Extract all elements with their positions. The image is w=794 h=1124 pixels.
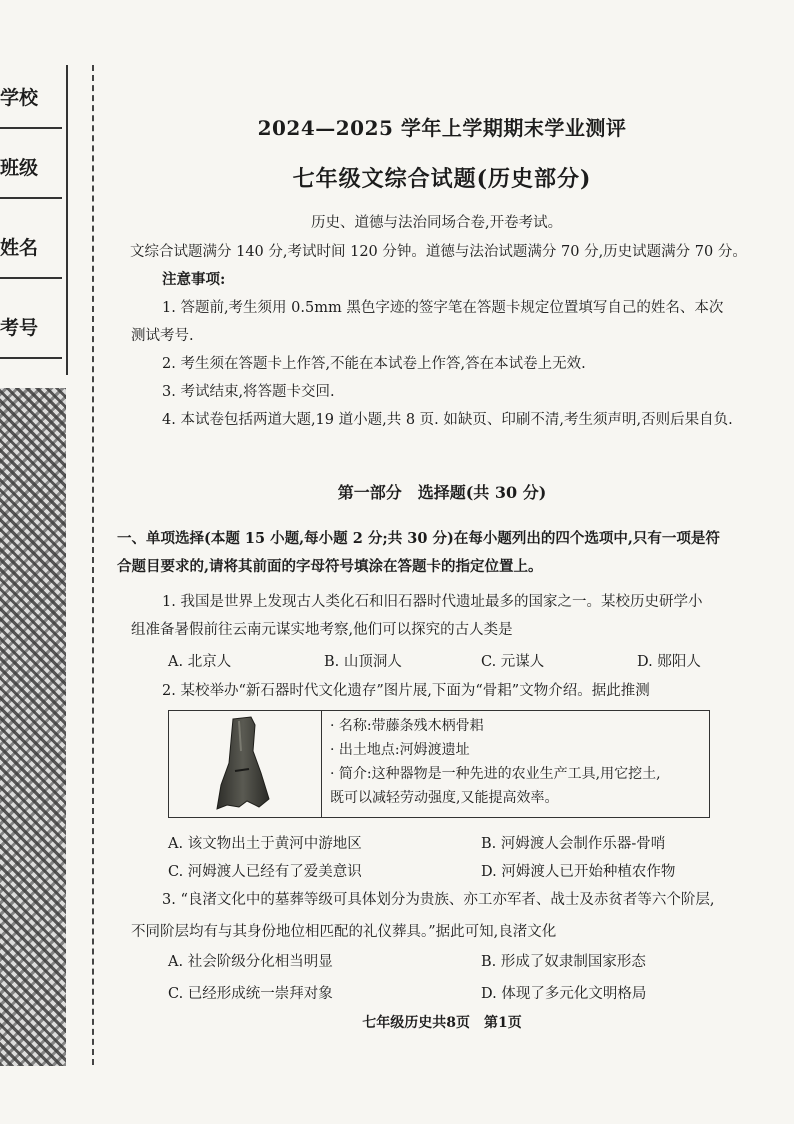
question-1-option-a: A. 北京人 — [168, 654, 232, 670]
question-3-stem: 不同阶层均有与其身份地位相匹配的礼仪葬具。”据此可知,良渚文化 — [131, 924, 557, 940]
question-1-option-d: D. 郧阳人 — [637, 654, 701, 670]
notice-heading: 注意事项: — [162, 271, 226, 288]
question-2-option-b: B. 河姆渡人会制作乐器-骨哨 — [481, 836, 666, 852]
question-1-option-b: B. 山顶洞人 — [324, 654, 402, 670]
exam-title: 2024—2025 学年上学期期末学业测评 — [257, 116, 627, 140]
question-2-option-a: A. 该文物出土于黄河中游地区 — [168, 836, 362, 852]
section-instruction: 合题目要求的,请将其前面的字母符号填涂在答题卡的指定位置上。 — [117, 558, 543, 575]
question-3-option-d: D. 体现了多元化文明格局 — [481, 986, 647, 1002]
class-label: 班级 — [0, 157, 39, 179]
question-2-option-c: C. 河姆渡人已经有了爱美意识 — [168, 864, 362, 880]
name-label: 姓名 — [0, 237, 39, 259]
question-2-option-d: D. 河姆渡人已开始种植农作物 — [481, 864, 676, 880]
artifact-info-table — [168, 710, 710, 818]
section-instruction: 一、单项选择(本题 15 小题,每小题 2 分;共 30 分)在每小题列出的四个选项中,只有一项是符 — [117, 530, 720, 547]
binding-pattern — [0, 388, 66, 1066]
exam-subtitle: 七年级文综合试题(历史部分) — [292, 166, 592, 192]
school-label: 学校 — [0, 87, 39, 109]
notice-item: 测试考号. — [131, 328, 194, 344]
question-3-option-c: C. 已经形成统一崇拜对象 — [168, 986, 333, 1002]
question-3-option-a: A. 社会阶级分化相当明显 — [168, 954, 333, 970]
artifact-site: · 出土地点:河姆渡遗址 — [330, 742, 470, 758]
notice-item: 1. 答题前,考生须用 0.5mm 黑色字迹的签字笔在答题卡规定位置填写自己的姓名、本次 — [162, 300, 724, 316]
intro-line-1: 历史、道德与法治同场合卷,开卷考试。 — [311, 215, 563, 231]
class-cell — [0, 135, 62, 199]
question-3-stem: 3. “良渚文化中的墓葬等级可具体划分为贵族、亦工亦军者、战士及赤贫者等六个阶层, — [162, 892, 715, 908]
page-footer: 七年级历史共8页 第1页 — [362, 1015, 522, 1031]
question-1-stem: 1. 我国是世界上发现古人类化石和旧石器时代遗址最多的国家之一。某校历史研学小 — [162, 594, 703, 610]
question-3-option-b: B. 形成了奴隶制国家形态 — [481, 954, 646, 970]
question-1-stem: 组准备暑假前往云南元谋实地考察,他们可以探究的古人类是 — [131, 622, 513, 638]
artifact-image — [169, 711, 322, 817]
question-1-option-c: C. 元谋人 — [481, 654, 545, 670]
name-cell — [0, 215, 62, 279]
exam-no-label: 考号 — [0, 317, 39, 339]
notice-item: 4. 本试卷包括两道大题,19 道小题,共 8 页. 如缺页、印刷不清,考生须声明,否则后果自负. — [162, 412, 733, 428]
notice-item: 2. 考生须在答题卡上作答,不能在本试卷上作答,答在本试卷上无效. — [162, 356, 586, 372]
artifact-intro-cont: 既可以减轻劳动强度,又能提高效率。 — [330, 790, 559, 806]
artifact-intro: · 简介:这种器物是一种先进的农业生产工具,用它挖土, — [330, 766, 661, 782]
exam-no-cell — [0, 295, 62, 359]
notice-item: 3. 考试结束,将答题卡交回. — [162, 384, 335, 400]
seal-line — [92, 65, 94, 1065]
section-title: 第一部分 选择题(共 30 分) — [337, 483, 547, 502]
artifact-name: · 名称:带藤条残木柄骨耜 — [330, 718, 484, 734]
student-info-sidebar — [0, 65, 68, 375]
question-2-stem: 2. 某校举办“新石器时代文化遗存”图片展,下面为“骨耜”文物介绍。据此推测 — [162, 683, 650, 699]
artifact-info — [322, 711, 709, 817]
school-cell — [0, 65, 62, 129]
intro-line-2: 文综合试题满分 140 分,考试时间 120 分钟。道德与法治试题满分 70 分,历史试题满分 70 分。 — [130, 244, 747, 260]
